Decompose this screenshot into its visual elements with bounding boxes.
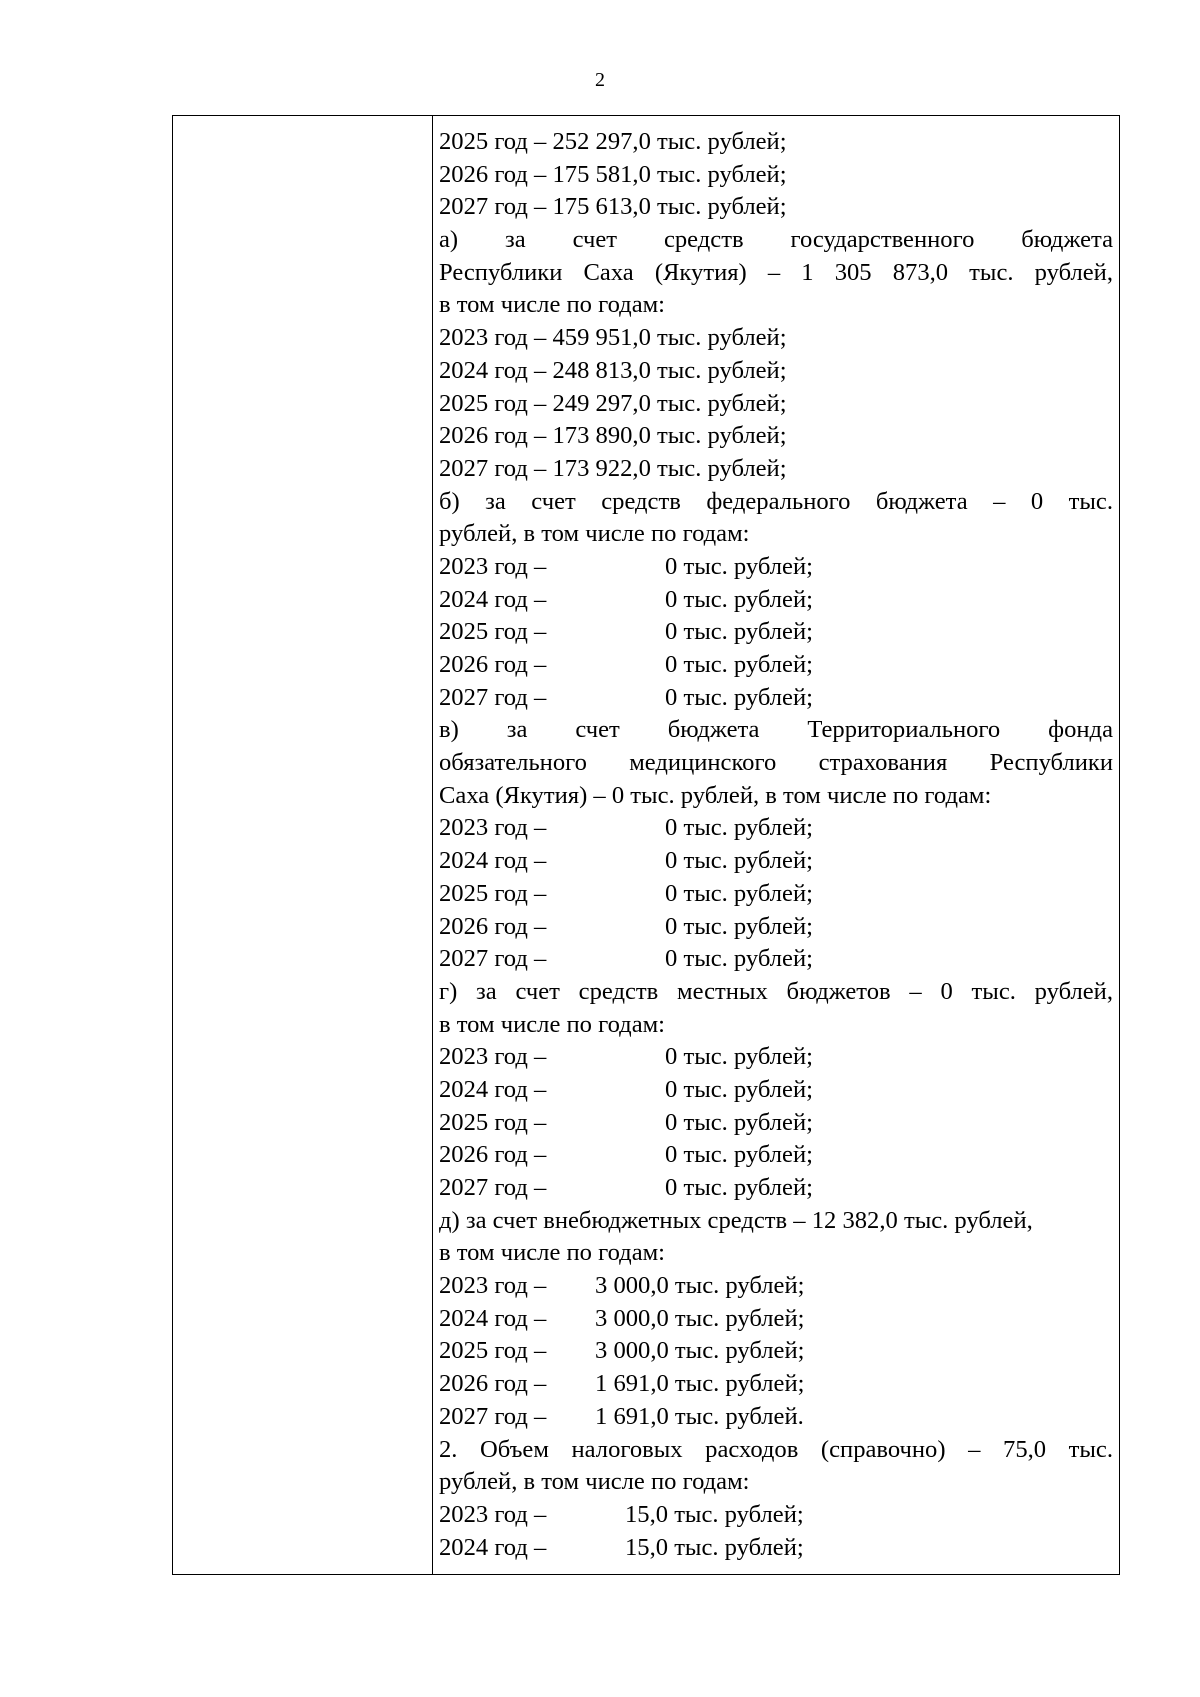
year-row [439, 682, 1113, 715]
text-line: в том числе по годам: [439, 291, 666, 319]
year-label: 2023 год – [439, 1500, 547, 1528]
text-line: Саха (Якутия) – 0 тыс. рублей, в том числе по годам: [439, 781, 992, 809]
year-row [439, 649, 1113, 682]
year-amount: 0 тыс. рублей; [665, 879, 813, 907]
year-label: 2023 год – [439, 814, 547, 842]
year-row [439, 943, 1113, 976]
text-line: 2. Объем налоговых расходов (справочно) – 75,0 тыс. [439, 1435, 1113, 1463]
year-label: 2024 год – [439, 585, 547, 613]
year-amount: 0 тыс. рублей; [665, 945, 813, 973]
table-right-cell [432, 116, 1119, 1574]
year-row [439, 1041, 1113, 1074]
year-amount: 1 691,0 тыс. рублей. [595, 1402, 804, 1430]
year-row [439, 551, 1113, 584]
year-row [439, 616, 1113, 649]
year-amount: 3 000,0 тыс. рублей; [595, 1304, 805, 1332]
year-label: 2027 год – [439, 1402, 547, 1430]
year-amount: 0 тыс. рублей; [665, 847, 813, 875]
year-label: 2024 год – [439, 847, 547, 875]
year-amount: 0 тыс. рублей; [665, 1141, 813, 1169]
year-amount: 15,0 тыс. рублей; [625, 1533, 804, 1561]
year-label: 2025 год – [439, 1337, 547, 1365]
text-line: г) за счет средств местных бюджетов – 0 тыс. рублей, [439, 977, 1113, 1005]
text-line: 2024 год – 248 813,0 тыс. рублей; [439, 356, 787, 384]
text-line: рублей, в том числе по годам: [439, 1468, 750, 1496]
text-line: в) за счет бюджета Территориального фонда [439, 716, 1113, 744]
page-number: 2 [595, 69, 605, 91]
year-label: 2023 год – [439, 552, 547, 580]
year-row [439, 878, 1113, 911]
year-row [439, 1074, 1113, 1107]
year-row [439, 1107, 1113, 1140]
table-left-cell [173, 116, 433, 1574]
year-row [439, 584, 1113, 617]
year-amount: 0 тыс. рублей; [665, 1075, 813, 1103]
year-row [439, 1303, 1113, 1336]
year-row [439, 845, 1113, 878]
text-line: 2027 год – 175 613,0 тыс. рублей; [439, 193, 787, 221]
document-table [172, 115, 1120, 1575]
year-label: 2026 год – [439, 912, 547, 940]
year-label: 2024 год – [439, 1075, 547, 1103]
text-line: 2026 год – 175 581,0 тыс. рублей; [439, 160, 787, 188]
year-amount: 0 тыс. рублей; [665, 552, 813, 580]
year-amount: 0 тыс. рублей; [665, 1108, 813, 1136]
year-amount: 0 тыс. рублей; [665, 651, 813, 678]
year-amount: 3 000,0 тыс. рублей; [595, 1337, 805, 1365]
text-line: 2023 год – 459 951,0 тыс. рублей; [439, 324, 787, 352]
year-row [439, 1499, 1113, 1532]
text-line: Республики Саха (Якутия) – 1 305 873,0 тыс. рублей, [439, 258, 1113, 286]
text-line: обязательного медицинского страхования Республики [439, 749, 1113, 777]
year-label: 2025 год – [439, 1108, 547, 1136]
year-row [439, 1172, 1113, 1205]
year-label: 2024 год – [439, 1533, 547, 1561]
text-line: рублей, в том числе по годам: [439, 520, 750, 548]
year-label: 2027 год – [439, 1174, 547, 1201]
year-label: 2024 год – [439, 1304, 547, 1332]
year-row [439, 1335, 1113, 1368]
text-line: в том числе по годам: [439, 1010, 666, 1038]
year-row [439, 1401, 1113, 1434]
year-amount: 0 тыс. рублей; [665, 1174, 813, 1201]
year-label: 2026 год – [439, 1370, 547, 1398]
year-row [439, 1139, 1113, 1172]
year-amount: 0 тыс. рублей; [665, 585, 813, 613]
year-label: 2025 год – [439, 618, 547, 646]
year-row [439, 1368, 1113, 1401]
text-line: д) за счет внебюджетных средств – 12 382,0 тыс. рублей, [439, 1206, 1033, 1234]
year-row [439, 1532, 1113, 1565]
year-label: 2027 год – [439, 945, 547, 973]
text-line: б) за счет средств федерального бюджета – 0 тыс. [439, 487, 1113, 515]
year-amount: 0 тыс. рублей; [665, 1043, 813, 1071]
year-amount: 0 тыс. рублей; [665, 814, 813, 842]
year-label: 2023 год – [439, 1043, 547, 1071]
year-row [439, 1270, 1113, 1303]
year-row [439, 911, 1113, 944]
text-line: 2027 год – 173 922,0 тыс. рублей; [439, 454, 787, 482]
year-label: 2025 год – [439, 879, 547, 907]
year-label: 2026 год – [439, 651, 547, 678]
year-label: 2023 год – [439, 1272, 547, 1300]
text-line: 2025 год – 249 297,0 тыс. рублей; [439, 389, 787, 417]
year-amount: 3 000,0 тыс. рублей; [595, 1272, 805, 1300]
year-label: 2027 год – [439, 683, 547, 711]
year-amount: 0 тыс. рублей; [665, 912, 813, 940]
text-line: а) за счет средств государственного бюджета [439, 226, 1113, 254]
year-amount: 0 тыс. рублей; [665, 618, 813, 646]
text-line: 2025 год – 252 297,0 тыс. рублей; [439, 128, 787, 155]
year-amount: 15,0 тыс. рублей; [625, 1500, 804, 1528]
year-row [439, 812, 1113, 845]
year-amount: 1 691,0 тыс. рублей; [595, 1370, 805, 1398]
year-amount: 0 тыс. рублей; [665, 683, 813, 711]
text-line: 2026 год – 173 890,0 тыс. рублей; [439, 422, 787, 450]
text-line: в том числе по годам: [439, 1239, 666, 1267]
year-label: 2026 год – [439, 1141, 547, 1169]
